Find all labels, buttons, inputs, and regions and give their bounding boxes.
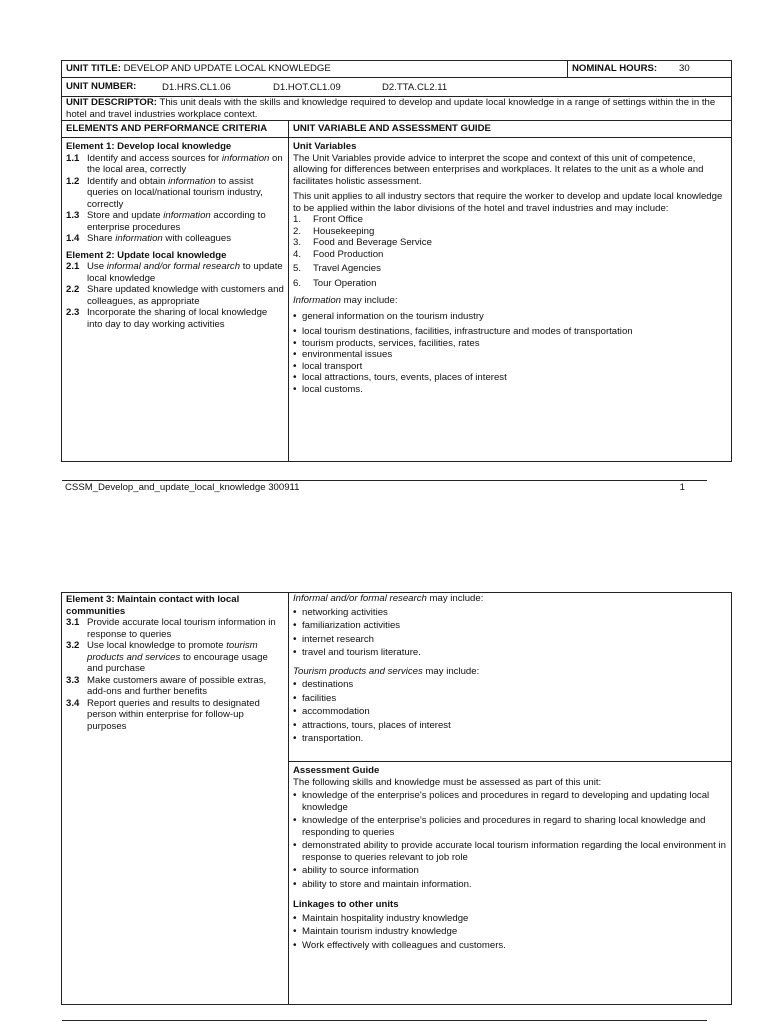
division-number: 4.: [293, 248, 302, 260]
row-divider: [62, 120, 731, 121]
criterion-text: Share updated knowledge with customers and colleagues, as appropriate: [87, 284, 284, 307]
performance-criterion: [66, 261, 284, 284]
criterion-text: Make customers aware of possible extras, add-ons and further benefits: [87, 674, 267, 697]
col-divider: [288, 593, 289, 1004]
elements-column: [66, 141, 284, 330]
unit-title-value: DEVELOP AND UPDATE LOCAL KNOWLEDGE: [123, 63, 331, 74]
nominal-hours-value: 30: [679, 63, 690, 74]
unit-number-2: D1.HOT.CL1.09: [273, 82, 341, 93]
performance-criterion: [66, 210, 284, 233]
criterion-italic: information: [163, 210, 211, 221]
criterion-text: Identify and access sources for: [87, 152, 222, 164]
col-left-header: ELEMENTS AND PERFORMANCE CRITERIA: [66, 123, 268, 134]
products-label: Tourism products and services: [293, 665, 423, 677]
unit-variables-para1: The Unit Variables provide advice to interpret the scope and context of this unit of competence, allowing for differences between enterprises and workplaces. It relates to the unit as a whole and facilitates holistic assessment.: [293, 152, 704, 187]
footer-page-number: 1: [679, 482, 685, 493]
criterion-text: Share: [87, 233, 116, 244]
criterion-number: 3.4: [66, 697, 80, 709]
division-text: Food and Beverage Service: [313, 237, 432, 248]
research-intro: [293, 593, 727, 605]
list-item: • local customs.: [293, 384, 727, 396]
element2-title: Element 2: Update local knowledge: [66, 249, 227, 261]
division-text: Housekeeping: [313, 225, 375, 237]
criterion-text: Provide accurate local tourism information in response to queries: [87, 617, 276, 640]
division-item: [293, 237, 727, 249]
criterion-text: Store and update: [87, 210, 164, 221]
col-divider: [567, 61, 568, 77]
unit-title: [66, 63, 331, 75]
performance-criterion: [66, 617, 284, 640]
criterion-number: 2.3: [66, 307, 80, 318]
information-label: Information: [293, 295, 341, 306]
list-item: • local transport: [293, 361, 727, 373]
research-rest: may include:: [426, 593, 484, 604]
list-item: • internet research: [293, 634, 727, 646]
unit-number-3: D2.TTA.CL2.11: [382, 82, 448, 93]
unit-number-label: UNIT NUMBER:: [66, 81, 137, 92]
list-item: • demonstrated ability to provide accurate local tourism information regarding the local environment in response to queries relevant to job role: [293, 840, 727, 863]
element1-title: Element 1: Develop local knowledge: [66, 141, 232, 152]
division-text: Travel Agencies: [313, 263, 381, 274]
page-footer-2: [62, 1020, 707, 1025]
criterion-italic: information: [115, 233, 163, 244]
criterion-text: Incorporate the sharing of local knowledge into day to day working activities: [87, 307, 268, 330]
criterion-number: 2.1: [66, 261, 80, 272]
performance-criterion: [66, 698, 284, 733]
information-intro: [293, 295, 727, 307]
research-label: Informal and/or formal research: [293, 593, 427, 604]
list-item: • environmental issues: [293, 349, 727, 361]
list-item: • local tourism destinations, facilities, infrastructure and modes of transportation: [293, 326, 727, 338]
element3-title: Element 3: Maintain contact with local communities: [66, 594, 240, 617]
linkages-list: [293, 913, 727, 952]
unit-number-1: D1.HRS.CL1.06: [162, 82, 231, 93]
page-footer: [62, 480, 707, 495]
division-item: [293, 214, 727, 226]
unit-variables-title: Unit Variables: [293, 141, 357, 152]
division-number: 3.: [293, 237, 302, 248]
element1-criteria: [66, 153, 284, 245]
division-number: 5.: [293, 263, 302, 274]
assessment-guide-title: Assessment Guide: [293, 765, 380, 776]
unit-title-label: UNIT TITLE:: [66, 63, 121, 74]
descriptor-text: This unit deals with the skills and knowledge required to develop and update local knowledge in a range of settings within the in the hotel and travel industries workplace context.: [66, 97, 716, 120]
criterion-text: Report queries and results to designated person within enterprise for follow-up purposes: [87, 697, 260, 732]
list-item: • facilities: [293, 693, 727, 705]
descriptor-label: UNIT DESCRIPTOR:: [66, 97, 157, 108]
criterion-text-end: according to enterprise procedures: [87, 210, 266, 233]
assessment-guide-column: [293, 765, 727, 951]
element3-criteria: [66, 617, 284, 732]
criterion-number: 1.2: [66, 175, 80, 187]
list-item: • transportation.: [293, 733, 727, 745]
criterion-italic: tourism products and services: [87, 640, 258, 663]
performance-criterion: [66, 233, 284, 245]
criterion-number: 3.2: [66, 640, 80, 651]
information-rest: may include:: [341, 295, 398, 306]
list-item: • networking activities: [293, 607, 727, 619]
performance-criterion: [66, 176, 284, 211]
list-item: • general information on the tourism industry: [293, 311, 727, 323]
assessment-guide-list: [293, 790, 727, 890]
division-text: Food Production: [313, 248, 384, 260]
criterion-number: 1.1: [66, 152, 80, 164]
criterion-text-end: with colleagues: [162, 233, 232, 244]
criterion-text-end: to update local knowledge: [87, 261, 283, 284]
list-item: • Work effectively with colleagues and customers.: [293, 940, 727, 952]
division-item: [293, 278, 727, 290]
unit-variables-para2: This unit applies to all industry sectors that require the worker to develop and update local knowledge to be applied within the labor divisions of the hotel and travel industries and may include:: [293, 191, 723, 214]
list-item: • Maintain tourism industry knowledge: [293, 926, 727, 938]
list-item: • ability to source information: [293, 865, 727, 877]
criterion-number: 1.3: [66, 210, 80, 221]
list-item: • accommodation: [293, 706, 727, 718]
division-number: 1.: [293, 214, 302, 225]
criterion-text: Use local knowledge to promote: [87, 640, 227, 651]
col-divider: [288, 120, 289, 461]
division-item: [293, 226, 727, 238]
divisions-list: [293, 214, 727, 289]
criterion-text-end: on the local area, correctly: [87, 152, 283, 175]
criterion-text: Use: [87, 261, 107, 272]
list-item: • Maintain hospitality industry knowledge: [293, 913, 727, 925]
unit-variables-column: [293, 141, 727, 395]
element2-criteria: [66, 261, 284, 330]
linkages-title: Linkages to other units: [293, 899, 399, 910]
research-list: [293, 607, 727, 659]
criterion-number: 2.2: [66, 284, 80, 295]
performance-criterion: [66, 307, 284, 330]
criterion-italic: information: [221, 152, 270, 164]
criterion-italic: informal and/or formal research: [106, 261, 241, 272]
criterion-number: 3.3: [66, 674, 80, 686]
performance-criterion: [66, 153, 284, 176]
criterion-number: 3.1: [66, 617, 80, 628]
list-item: • destinations: [293, 679, 727, 691]
list-item: • familiarization activities: [293, 620, 727, 632]
products-list: [293, 679, 727, 745]
list-item: • tourism products, services, facilities, rates: [293, 338, 727, 350]
list-item: • local attractions, tours, events, places of interest: [293, 372, 727, 384]
list-item: • travel and tourism literature.: [293, 647, 727, 659]
element3-column: [66, 594, 284, 732]
products-intro: [293, 666, 727, 678]
products-rest: may include:: [422, 665, 480, 677]
division-number: 2.: [293, 225, 302, 237]
performance-criterion: [66, 284, 284, 307]
nominal-hours: [572, 63, 657, 75]
list-item: • attractions, tours, places of interest: [293, 720, 727, 732]
row-divider: [62, 77, 731, 78]
division-number: 6.: [293, 277, 302, 289]
list-item: • knowledge of the enterprise's policies and procedures in regard to sharing local knowledge and responding to queries: [293, 815, 727, 838]
performance-criterion: [66, 675, 284, 698]
row-divider: [288, 761, 731, 762]
information-list: [293, 311, 727, 396]
division-text: Tour Operation: [313, 277, 377, 289]
col-right-header: UNIT VARIABLE AND ASSESSMENT GUIDE: [293, 123, 491, 134]
list-item: • ability to store and maintain information.: [293, 879, 727, 891]
division-text: Front Office: [313, 214, 363, 225]
criterion-italic: information: [168, 175, 216, 187]
division-item: [293, 249, 727, 261]
criterion-number: 1.4: [66, 233, 80, 244]
performance-criterion: [66, 640, 284, 675]
variables-column-page2: [293, 593, 727, 745]
unit-table-page2: [61, 592, 732, 1005]
list-item: • knowledge of the enterprise's polices and procedures in regard to developing and updating local knowledge: [293, 790, 727, 813]
row-divider: [62, 137, 731, 138]
nominal-hours-label: NOMINAL HOURS:: [572, 63, 658, 74]
criterion-text-end: to encourage usage and purchase: [87, 651, 268, 674]
footer-filename: CSSM_Develop_and_update_local_knowledge 300911: [65, 482, 300, 493]
unit-descriptor: [66, 97, 728, 120]
unit-table-page1: [61, 60, 732, 462]
division-item: [293, 263, 727, 275]
criterion-text-end: to assist queries on local/national tourism industry, correctly: [87, 175, 263, 210]
assessment-guide-intro: The following skills and knowledge must be assessed as part of this unit:: [293, 776, 602, 788]
criterion-text: Identify and obtain: [87, 175, 169, 187]
